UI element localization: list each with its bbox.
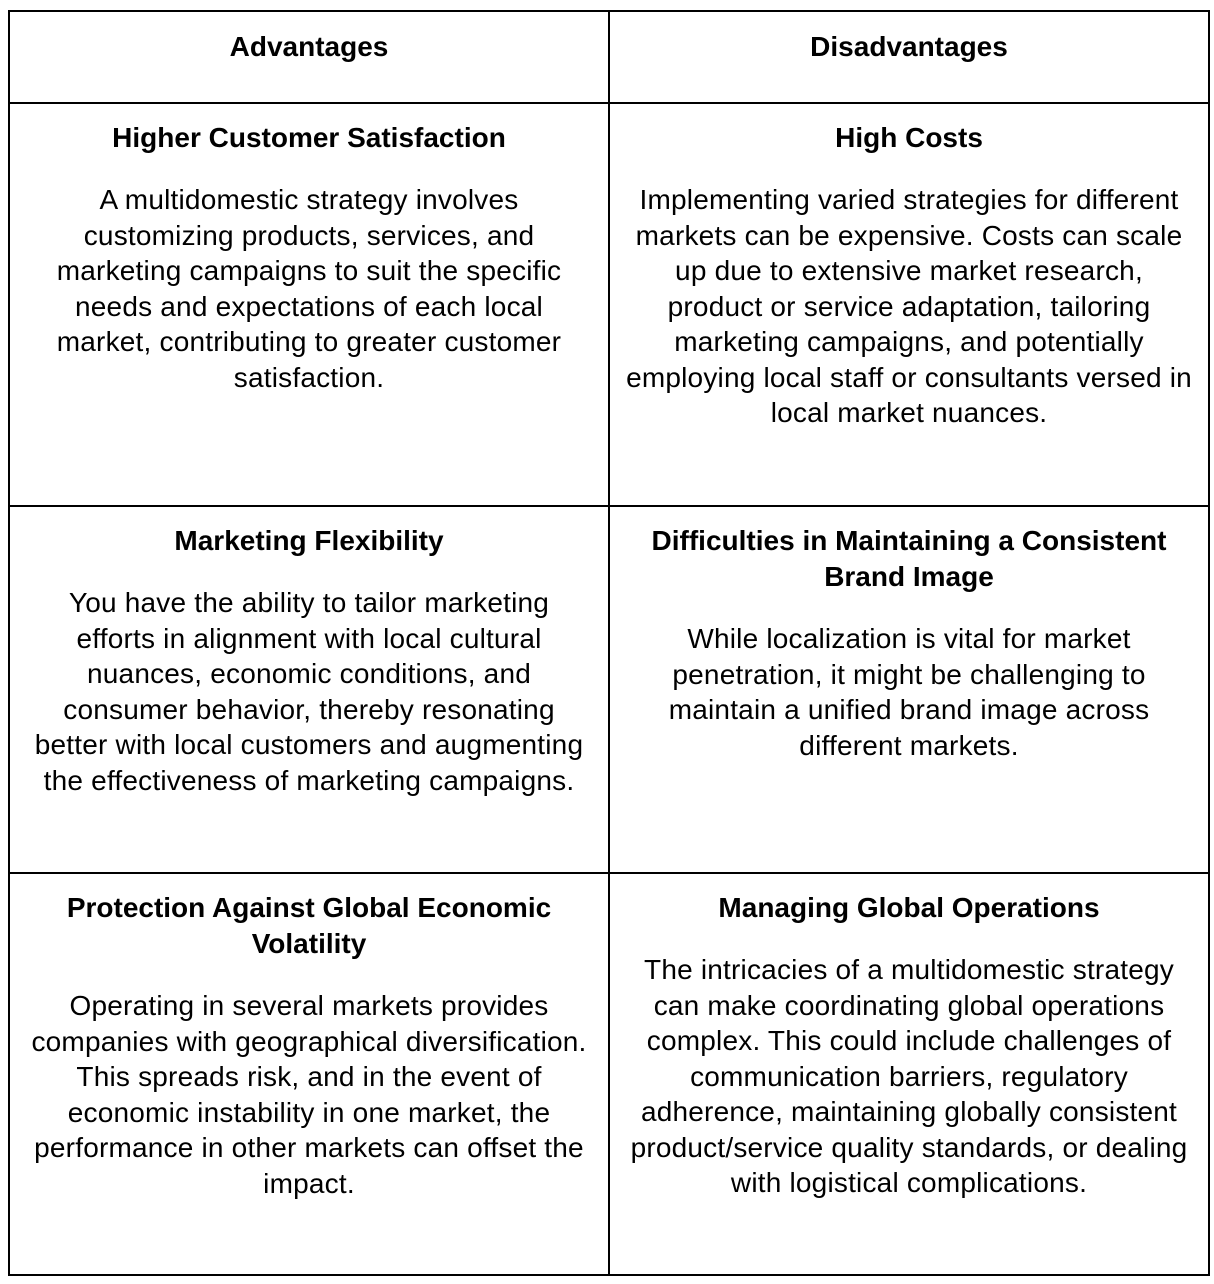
advantage-title: Marketing Flexibility	[174, 525, 444, 556]
disadvantage-cell	[609, 103, 1209, 506]
advantage-cell	[9, 506, 609, 873]
disadvantage-body: While localization is vital for market penetration, it might be challenging to maintain a unified brand image across different markets.	[668, 623, 1150, 761]
advantage-title: Protection Against Global Economic Volatility	[66, 892, 552, 959]
table-row	[9, 873, 1209, 1275]
disadvantages-header: Disadvantages	[609, 11, 1209, 103]
disadvantage-cell	[609, 506, 1209, 873]
advantage-cell	[9, 873, 609, 1275]
advantages-header: Advantages	[9, 11, 609, 103]
advantage-cell	[9, 103, 609, 506]
advantage-title: Higher Customer Satisfaction	[112, 122, 506, 153]
disadvantage-body: Implementing varied strategies for different markets can be expensive. Costs can scale up due to extensive market research, product or service adaptation, tailoring marketing campaigns, and potentially employing local staff or consultants versed in local market nuances.	[626, 184, 1192, 428]
disadvantage-cell	[609, 873, 1209, 1275]
advantage-body: A multidomestic strategy involves customizing products, services, and marketing campaigns to suit the specific needs and expectations of each local market, contributing to greater customer satisfaction.	[56, 184, 562, 393]
header-row	[9, 11, 1209, 103]
advantage-body: You have the ability to tailor marketing efforts in alignment with local cultural nuances, economic conditions, and consumer behavior, thereby resonating better with local customers and augmenting the effectiveness of marketing campaigns.	[34, 587, 584, 796]
pros-cons-table	[8, 10, 1210, 1276]
advantage-body: Operating in several markets provides companies with geographical diversification. This spreads risk, and in the event of economic instability in one market, the performance in other markets can offset the impact.	[31, 990, 587, 1199]
table-row	[9, 103, 1209, 506]
disadvantage-title: High Costs	[835, 122, 983, 153]
disadvantage-title: Managing Global Operations	[718, 892, 1100, 923]
disadvantage-body: The intricacies of a multidomestic strategy can make coordinating global operations complex. This could include challenges of communication barriers, regulatory adherence, maintaining globally consistent product/service quality standards, or dealing with logistical complications.	[630, 954, 1188, 1198]
table-row	[9, 506, 1209, 873]
disadvantage-title: Difficulties in Maintaining a Consistent Brand Image	[651, 525, 1167, 592]
